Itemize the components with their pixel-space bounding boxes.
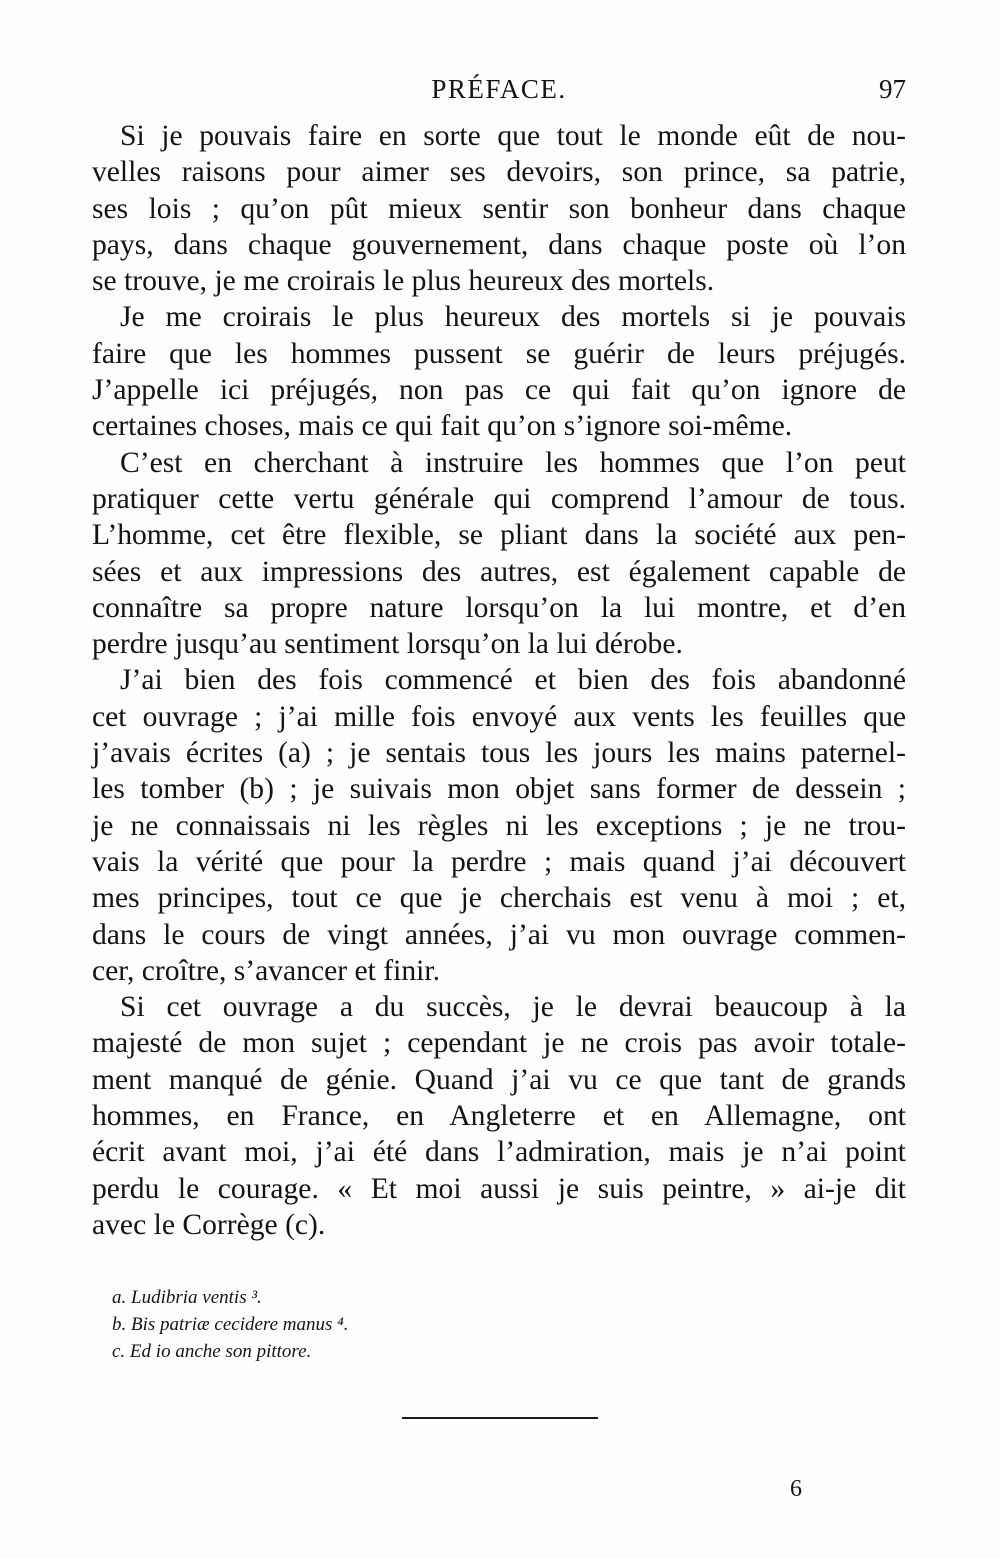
text-line: mes principes, tout ce que je cherchais est venu à moi ; et, bbox=[92, 882, 906, 915]
horizontal-rule bbox=[402, 1417, 598, 1419]
footnote-a: a. Ludibria ventis ³. bbox=[112, 1287, 262, 1308]
footnote-c: c. Ed io anche son pittore. bbox=[112, 1341, 312, 1362]
text-line: je ne connaissais ni les règles ni les exceptions ; je ne trou- bbox=[92, 809, 906, 842]
text-line: C’est en cherchant à instruire les hommes que l’on peut bbox=[120, 446, 906, 479]
body-text bbox=[92, 118, 906, 1243]
text-line: J’ai bien des fois commencé et bien des fois abandonné bbox=[120, 664, 906, 697]
text-line: dans le cours de vingt années, j’ai vu mon ouvrage commen- bbox=[92, 918, 906, 951]
text-line: L’homme, cet être flexible, se pliant dans la société aux pen- bbox=[92, 519, 906, 552]
text-line: Si je pouvais faire en sorte que tout le monde eût de nou- bbox=[120, 120, 906, 152]
text-line: cet ouvrage ; j’ai mille fois envoyé aux vents les feuilles que bbox=[92, 700, 906, 733]
text-line: avec le Corrège (c). bbox=[92, 1208, 326, 1241]
text-line: certaines choses, mais ce qui fait qu’on s’ignore soi-même. bbox=[92, 410, 793, 443]
text-line: perdu le courage. « Et moi aussi je suis peintre, » ai-je dit bbox=[92, 1172, 906, 1205]
text-line: sées et aux impressions des autres, est également capable de bbox=[92, 555, 906, 588]
text-line: faire que les hommes pussent se guérir de leurs préjugés. bbox=[92, 337, 906, 370]
text-line: velles raisons pour aimer ses devoirs, son prince, sa patrie, bbox=[92, 156, 906, 189]
text-line: Si cet ouvrage a du succès, je le devrai beaucoup à la bbox=[120, 991, 906, 1024]
footnotes bbox=[112, 1284, 612, 1365]
text-line: cer, croître, s’avancer et finir. bbox=[92, 954, 440, 987]
text-line: ment manqué de génie. Quand j’ai vu ce que tant de grands bbox=[92, 1063, 906, 1096]
text-line: hommes, en France, en Angleterre et en Allemagne, ont bbox=[92, 1100, 906, 1133]
text-line: pays, dans chaque gouvernement, dans chaque poste où l’on bbox=[92, 228, 906, 261]
text-line: Je me croirais le plus heureux des mortels si je pouvais bbox=[120, 301, 906, 334]
text-line: j’avais écrites (a) ; je sentais tous les jours les mains paternel- bbox=[92, 737, 906, 770]
signature-mark: 6 bbox=[790, 1476, 802, 1502]
text-line: connaître sa propre nature lorsqu’on la lui montre, et d’en bbox=[92, 591, 906, 624]
text-line: écrit avant moi, j’ai été dans l’admiration, mais je n’ai point bbox=[92, 1136, 906, 1169]
footnote-b: b. Bis patriæ cecidere manus ⁴. bbox=[112, 1314, 349, 1335]
text-line: les tomber (b) ; je suivais mon objet sans former de dessein ; bbox=[92, 773, 906, 806]
text-line: perdre jusqu’au sentiment lorsqu’on la lui dérobe. bbox=[92, 628, 683, 661]
text-line: pratiquer cette vertu générale qui comprend l’amour de tous. bbox=[92, 482, 906, 515]
text-line: J’appelle ici préjugés, non pas ce qui fait qu’on ignore de bbox=[92, 374, 906, 407]
text-line: ses lois ; qu’on pût mieux sentir son bonheur dans chaque bbox=[92, 192, 906, 225]
running-head bbox=[92, 74, 906, 108]
page-number: 97 bbox=[879, 74, 906, 104]
text-line: se trouve, je me croirais le plus heureux des mortels. bbox=[92, 265, 715, 298]
text-line: vais la vérité que pour la perdre ; mais quand j’ai découvert bbox=[92, 845, 906, 878]
text-line: majesté de mon sujet ; cependant je ne crois pas avoir totale- bbox=[92, 1027, 906, 1060]
page-title: PRÉFACE. bbox=[431, 74, 567, 104]
